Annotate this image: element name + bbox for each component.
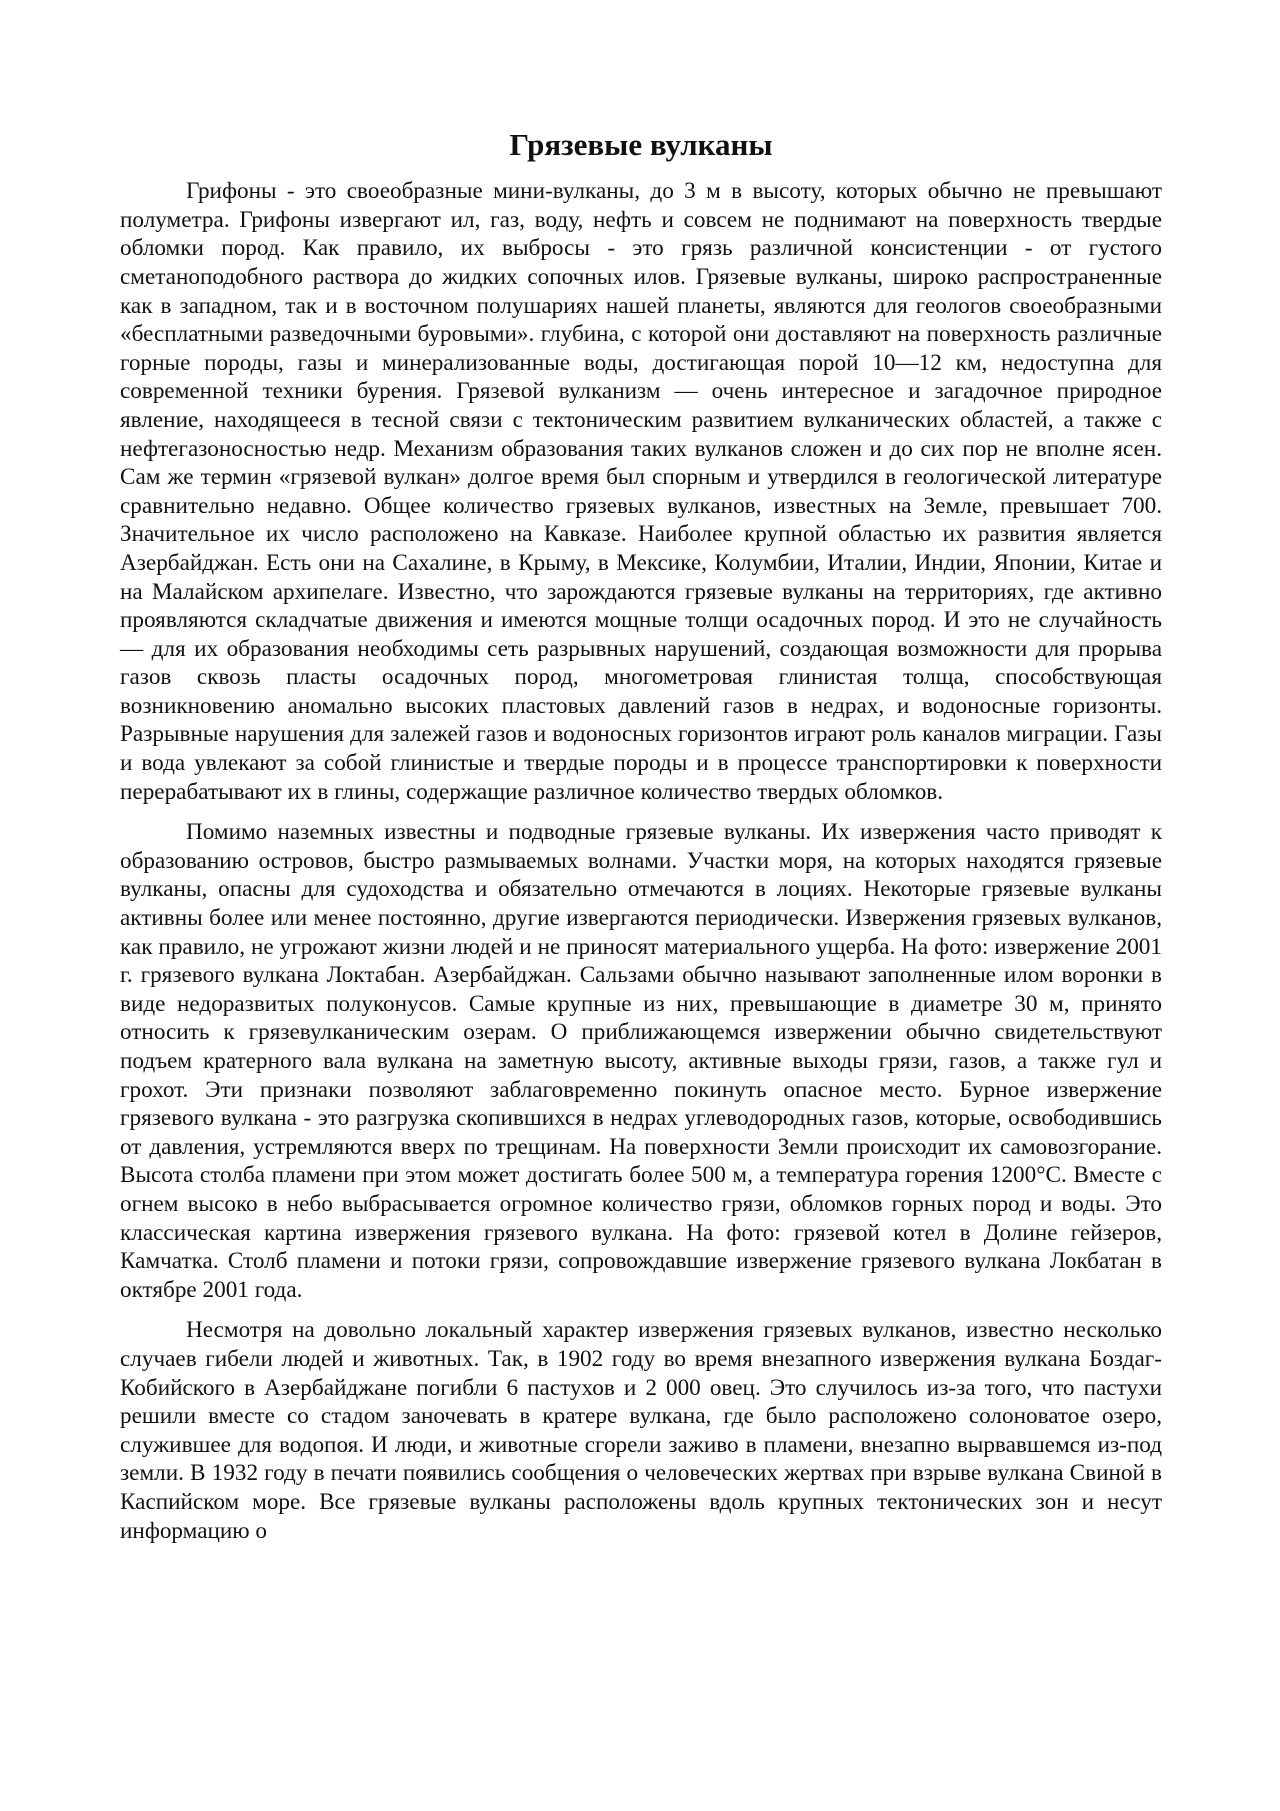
document-title: Грязевые вулканы: [509, 127, 773, 162]
document-page: [120, 108, 1162, 1557]
paragraph-2: Помимо наземных известны и подводные грязевые вулканы. Их извержения часто приводят к образованию островов, быстро размываемых волнами. Участки моря, на которых находятся грязевые вулканы, опасны для судоходства и обязательно отмечаются в лоциях. Некоторые грязевые вулканы активны более или менее постоянно, другие извергаются периодически. Извержения грязевых вулканов, как правило, не угрожают жизни людей и не приносят материального ущерба. На фото: извержение 2001 г. грязевого вулкана Локтабан. Азербайджан. Сальзами обычно называют заполненные илом воронки в виде недоразвитых полуконусов. Самые крупные из них, превышающие в диаметре 30 м, принято относить к грязевулканическим озерам. О приближающемся извержении обычно свидетельствуют подъем кратерного вала вулкана на заметную высоту, активные выходы грязи, газов, а также гул и грохот. Эти признаки позволяют заблаговременно покинуть опасное место. Бурное извержение грязевого вулкана - это разгрузка скопившихся в недрах углеводородных газов, которые, освободившись от давления, устремляются вверх по трещинам. На поверхности Земли происходит их самовозгорание. Высота столба пламени при этом может достигать более 500 м, а температура горения 1200°С. Вместе с огнем высоко в небо выбрасывается огромное количество грязи, обломков горных пород и воды. Это классическая картина извержения грязевого вулкана. На фото: грязевой котел в Долине гейзеров, Камчатка. Столб пламени и потоки грязи, сопровождавшие извержение грязевого вулкана Локбатан в октябре 2001 года.: [120, 819, 1162, 1303]
paragraph-3: Несмотря на довольно локальный характер извержения грязевых вулканов, известно несколько случаев гибели людей и животных. Так, в 1902 году во время внезапного извержения вулкана Боздаг-Кобийского в Азербайджане погибли 6 пастухов и 2 000 овец. Это случилось из-за того, что пастухи решили вместе со стадом заночевать в кратере вулкана, где было расположено солоноватое озеро, служившее для водопоя. И люди, и животные сгорели заживо в пламени, внезапно вырвавшемся из-под земли. В 1932 году в печати появились сообщения о человеческих жертвах при взрыве вулкана Свиной в Каспийском море. Все грязевые вулканы расположены вдоль крупных тектонических зон и несут информацию о: [120, 1317, 1162, 1544]
paragraph-1: Грифоны - это своеобразные мини-вулканы, до 3 м в высоту, которых обычно не превышают полуметра. Грифоны извергают ил, газ, воду, нефть и совсем не поднимают на поверхность твердые обломки пород. Как правило, их выбросы - это грязь различной консистенции - от густого сметаноподобного раствора до жидких сопочных илов. Грязевые вулканы, широко распространенные как в западном, так и в восточном полушариях нашей планеты, являются для геологов своеобразными «бесплатными разведочными буровыми». глубина, с которой они доставляют на поверхность различные горные породы, газы и минерализованные воды, достигающая порой 10—12 км, недоступна для современной техники бурения. Грязевой вулканизм — очень интересное и загадочное природное явление, находящееся в тесной связи с тектоническим развитием вулканических областей, а также с нефтегазоносностью недр. Механизм образования таких вулканов сложен и до сих пор не вполне ясен. Сам же термин «грязевой вулкан» долгое время был спорным и утвердился в геологической литературе сравнительно недавно. Общее количество грязевых вулканов, известных на Земле, превышает 700. Значительное их число расположено на Кавказе. Наиболее крупной областью их развития является Азербайджан. Есть они на Сахалине, в Крыму, в Мексике, Колумбии, Италии, Индии, Японии, Китае и на Малайском архипелаге. Известно, что зарождаются грязевые вулканы на территориях, где активно проявляются складчатые движения и имеются мощные толщи осадочных пород. И это не случайность — для их образования необходимы сеть разрывных нарушений, создающая возможности для прорыва газов сквозь пласты осадочных пород, многометровая глинистая толща, способствующая возникновению аномально высоких пластовых давлений газов в недрах, и водоносные горизонты. Разрывные нарушения для залежей газов и водоносных горизонтов играют роль каналов миграции. Газы и вода увлекают за собой глинистые и твердые породы и в процессе транспортировки к поверхности перерабатывают их в глины, содержащие различное количество твердых обломков.: [120, 178, 1162, 805]
